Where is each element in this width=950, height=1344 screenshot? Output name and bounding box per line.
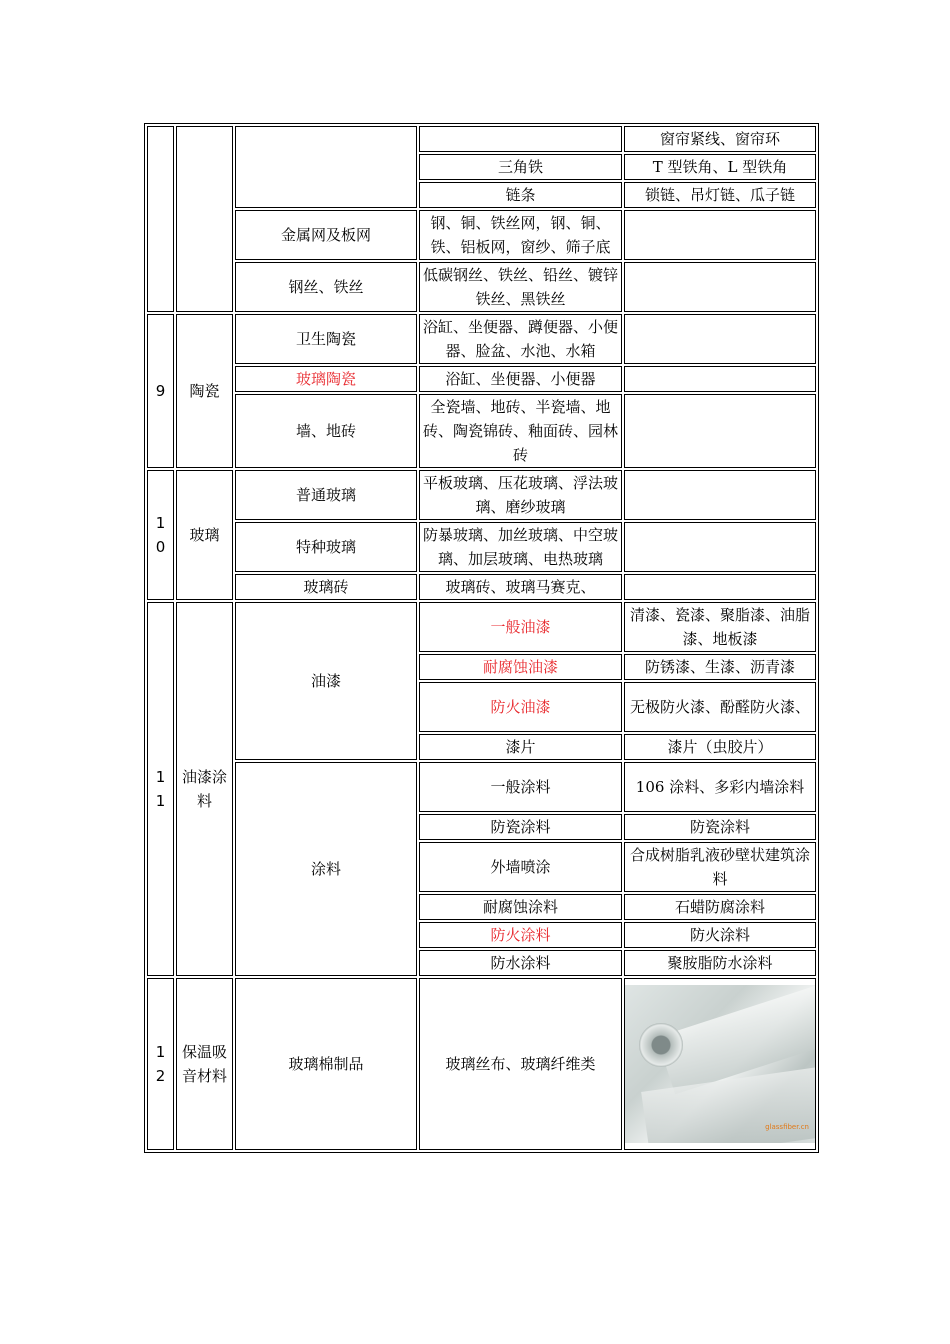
subtype-cell: 卫生陶瓷 [235, 314, 417, 364]
subtype-cell: 玻璃陶瓷 [235, 366, 417, 392]
item-cell: 耐腐蚀涂料 [419, 894, 622, 920]
spec-cell: 锁链、吊灯链、瓜子链 [624, 182, 816, 208]
item-cell: 耐腐蚀油漆 [419, 654, 622, 680]
category-cell: 玻璃 [176, 470, 233, 600]
subtype-cell: 墙、地砖 [235, 394, 417, 468]
item-cell: 钢、铜、铁丝网，钢、铜、铁、铝板网，窗纱、筛子底 [419, 210, 622, 260]
item-cell: 一般涂料 [419, 762, 622, 812]
building-materials-table [144, 123, 819, 1153]
category-cell: 保温吸音材料 [176, 978, 233, 1150]
table-row [147, 210, 816, 260]
category-cell: 陶瓷 [176, 314, 233, 468]
spec-cell [624, 394, 816, 468]
table-row [147, 574, 816, 600]
spec-cell: 聚胺脂防水涂料 [624, 950, 816, 976]
category-cell [176, 126, 233, 312]
subtype-cell: 特种玻璃 [235, 522, 417, 572]
spec-cell [624, 262, 816, 312]
subtype-cell: 钢丝、铁丝 [235, 262, 417, 312]
table-row [147, 522, 816, 572]
spec-cell: 合成树脂乳液砂壁状建筑涂料 [624, 842, 816, 892]
table-row [147, 126, 816, 152]
table-row [147, 762, 816, 812]
table-row [147, 470, 816, 520]
number-cell: 9 [147, 314, 174, 468]
spec-cell: T 型铁角、L 型铁角 [624, 154, 816, 180]
spec-cell [624, 522, 816, 572]
item-cell: 防水涂料 [419, 950, 622, 976]
spec-cell [624, 366, 816, 392]
item-cell: 玻璃丝布、玻璃纤维类 [419, 978, 622, 1150]
item-cell: 三角铁 [419, 154, 622, 180]
spec-cell [624, 470, 816, 520]
spec-cell: 石蜡防腐涂料 [624, 894, 816, 920]
subtype-cell [235, 126, 417, 208]
subtype-cell: 油漆 [235, 602, 417, 760]
item-cell: 浴缸、坐便器、蹲便器、小便器、脸盆、水池、水箱 [419, 314, 622, 364]
item-cell: 防暴玻璃、加丝玻璃、中空玻璃、加层玻璃、电热玻璃 [419, 522, 622, 572]
spec-cell [624, 978, 816, 1150]
item-cell: 低碳钢丝、铁丝、铅丝、镀锌铁丝、黑铁丝 [419, 262, 622, 312]
subtype-cell: 玻璃砖 [235, 574, 417, 600]
spec-cell [624, 314, 816, 364]
subtype-cell: 玻璃棉制品 [235, 978, 417, 1150]
table-row [147, 366, 816, 392]
item-cell: 防火涂料 [419, 922, 622, 948]
photo-watermark: glassfiber.cn [765, 1123, 809, 1131]
glass-fiber-roll-photo [625, 985, 815, 1143]
item-cell: 浴缸、坐便器、小便器 [419, 366, 622, 392]
subtype-cell: 涂料 [235, 762, 417, 976]
table-row [147, 602, 816, 652]
table-row [147, 978, 816, 1150]
item-cell: 一般油漆 [419, 602, 622, 652]
subtype-cell: 普通玻璃 [235, 470, 417, 520]
number-cell: 12 [147, 978, 174, 1150]
table-row [147, 314, 816, 364]
item-cell: 外墙喷涂 [419, 842, 622, 892]
spec-cell: 106 涂料、多彩内墙涂料 [624, 762, 816, 812]
number-cell: 11 [147, 602, 174, 976]
spec-cell: 无极防火漆、酚醛防火漆、 [624, 682, 816, 732]
item-cell: 平板玻璃、压花玻璃、浮法玻璃、磨纱玻璃 [419, 470, 622, 520]
number-cell: 10 [147, 470, 174, 600]
spec-cell: 防瓷涂料 [624, 814, 816, 840]
spec-cell: 窗帘紧线、窗帘环 [624, 126, 816, 152]
item-cell: 全瓷墙、地砖、半瓷墙、地砖、陶瓷锦砖、釉面砖、园林砖 [419, 394, 622, 468]
table-row [147, 262, 816, 312]
item-cell: 防火油漆 [419, 682, 622, 732]
spec-cell [624, 574, 816, 600]
category-cell: 油漆涂料 [176, 602, 233, 976]
spec-cell: 漆片（虫胶片） [624, 734, 816, 760]
item-cell: 链条 [419, 182, 622, 208]
subtype-cell: 金属网及板网 [235, 210, 417, 260]
table-row [147, 394, 816, 468]
number-cell [147, 126, 174, 312]
item-cell: 漆片 [419, 734, 622, 760]
item-cell: 玻璃砖、玻璃马赛克、 [419, 574, 622, 600]
item-cell: 防瓷涂料 [419, 814, 622, 840]
spec-cell: 防锈漆、生漆、沥青漆 [624, 654, 816, 680]
spec-cell [624, 210, 816, 260]
spec-cell: 清漆、瓷漆、聚脂漆、油脂漆、地板漆 [624, 602, 816, 652]
spec-cell: 防火涂料 [624, 922, 816, 948]
item-cell [419, 126, 622, 152]
